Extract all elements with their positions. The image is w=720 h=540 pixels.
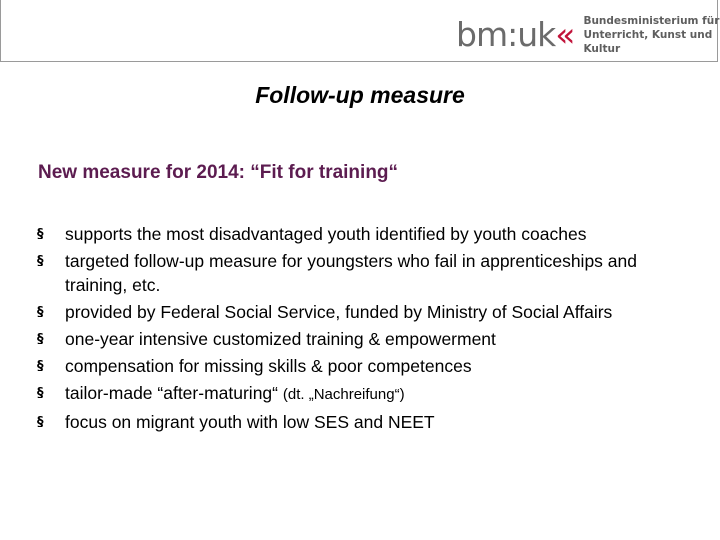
- list-item: [36, 381, 696, 407]
- list-item: [36, 222, 696, 246]
- bullet-note: (dt. „Nachreifung“): [282, 386, 405, 403]
- svg-text:§: §: [37, 227, 44, 239]
- svg-text:§: §: [37, 359, 44, 371]
- svg-text:§: §: [37, 305, 44, 317]
- list-item: [36, 410, 696, 434]
- list-item: [36, 327, 696, 351]
- logo-line-2: Unterricht, Kunst und Kultur: [583, 29, 713, 55]
- bullet-text: supports the most disadvantaged youth identified by youth coaches: [65, 224, 587, 244]
- bullet-text: tailor-made “after-maturing“: [65, 383, 278, 403]
- page-title: Follow-up measure: [255, 82, 465, 108]
- svg-text:§: §: [37, 386, 44, 398]
- logo-line-1: Bundesministerium für: [583, 15, 720, 27]
- bullet-section-icon: [37, 254, 47, 266]
- svg-text:§: §: [37, 332, 44, 344]
- ministry-logo: [456, 14, 720, 56]
- logo-mark-main: bm:uk: [456, 15, 556, 54]
- list-item: [36, 354, 696, 378]
- list-item: [36, 249, 696, 297]
- bullet-section-icon: [37, 415, 47, 427]
- bullet-section-icon: [37, 386, 47, 398]
- bullet-list: [36, 222, 696, 437]
- logo-text: [583, 14, 720, 56]
- bullet-text: focus on migrant youth with low SES and NEET: [65, 412, 435, 432]
- bullet-text: targeted follow-up measure for youngsters who fail in apprenticeships and training, etc.: [65, 251, 637, 295]
- svg-text:§: §: [37, 415, 44, 427]
- bullet-section-icon: [37, 305, 47, 317]
- svg-text:§: §: [37, 254, 44, 266]
- bullet-section-icon: [37, 227, 47, 239]
- logo-mark: [456, 17, 574, 53]
- bullet-text: compensation for missing skills & poor competences: [65, 356, 472, 376]
- bullet-section-icon: [37, 332, 47, 344]
- bullet-text: provided by Federal Social Service, funded by Ministry of Social Affairs: [65, 302, 613, 322]
- subtitle: New measure for 2014: “Fit for training“: [38, 162, 399, 183]
- logo-mark-accent: «: [555, 15, 575, 54]
- bullet-section-icon: [37, 359, 47, 371]
- list-item: [36, 300, 696, 324]
- bullet-text: one-year intensive customized training & empowerment: [65, 329, 496, 349]
